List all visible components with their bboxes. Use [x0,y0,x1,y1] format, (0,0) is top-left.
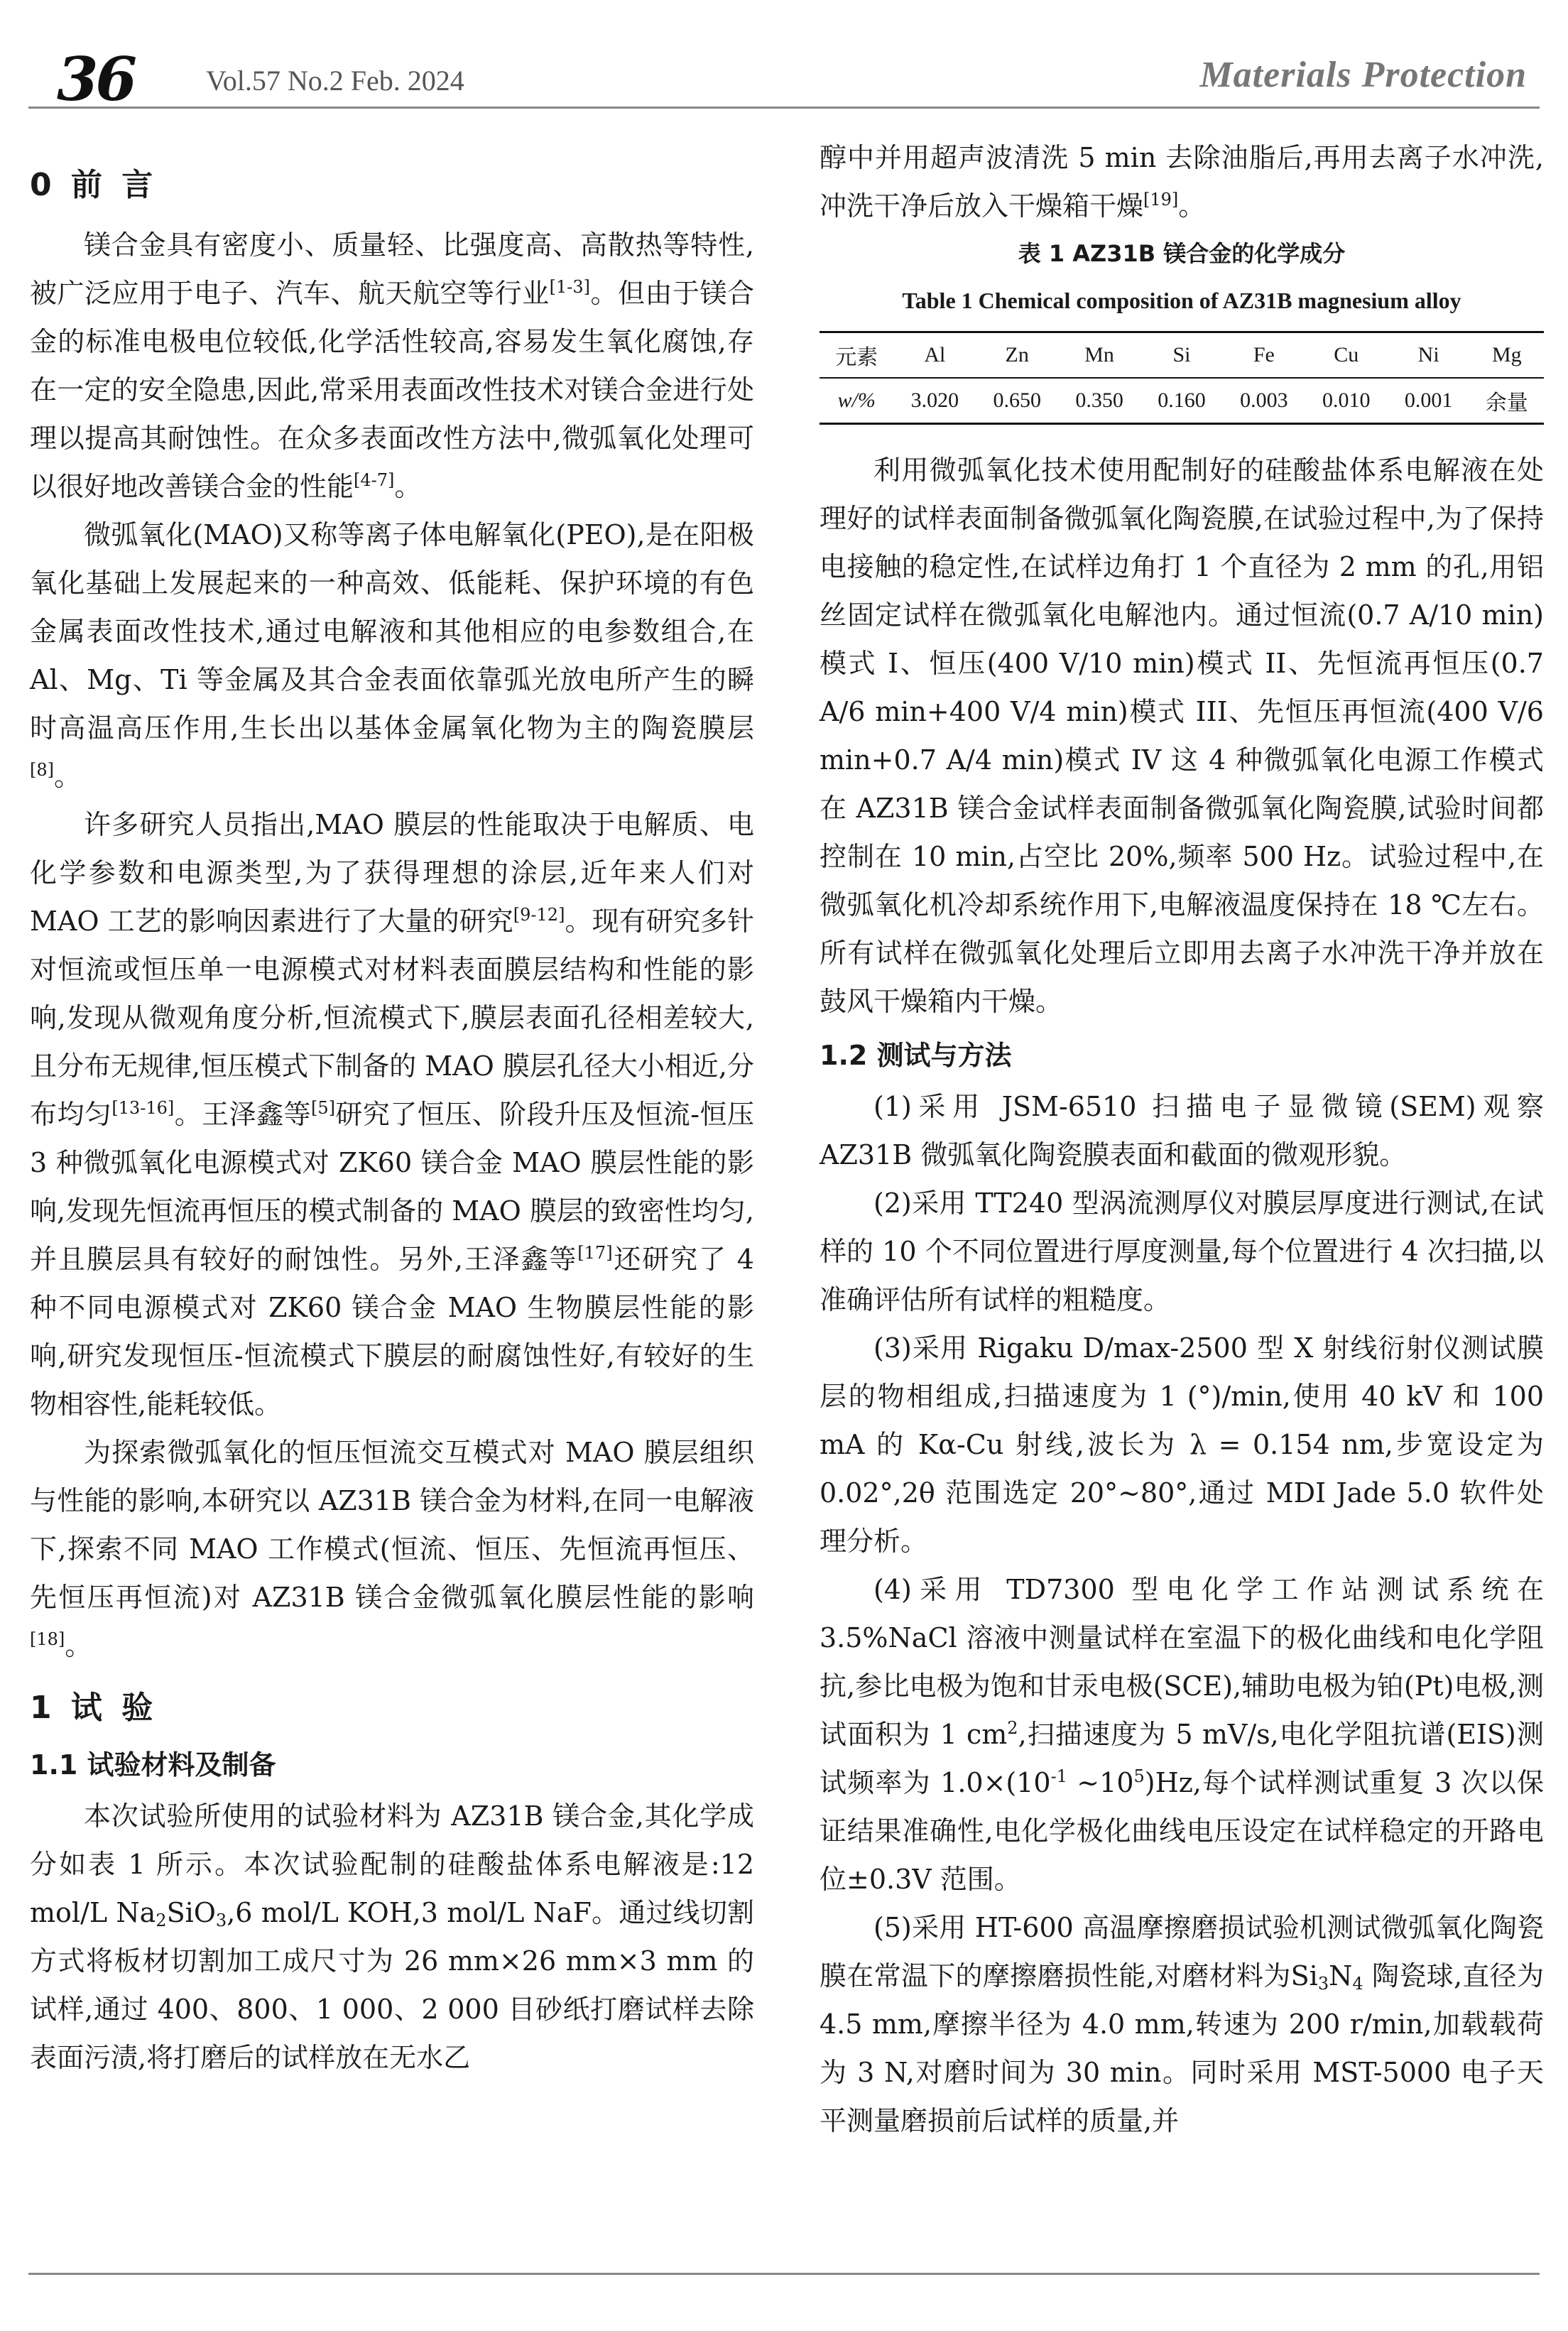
citation: [19] [1143,190,1179,210]
composition-table [820,331,1544,425]
table-row: w/% 3.020 0.650 0.350 0.160 0.003 0.010 0.001 余量 [820,378,1544,424]
paragraph-5: 本次试验所使用的试验材料为 AZ31B 镁合金,其化学成分如表 1 所示。本次试验配制的硅酸盐体系电解液是:12 mol/L $Na_2SiO_3,6$ mol/L KOH,3 mol/L NaF。通过线切割方式将板材切割加工成尺寸为 26 mm×26 mm×3 mm 的试样,通过 400、800、1 000、2 000 目砂纸打磨试样去除表面污渍,将打磨后的试样放在无水乙 [30,1800,754,2073]
section-1-1-title: 1.1 试验材料及制备 [30,1749,276,1781]
section-1-title: 1 试 验 [30,1690,158,1726]
table-caption-cn: 表 1 AZ31B 镁合金的化学成分 [1018,240,1346,267]
citation: [1-3] [549,277,590,297]
test-item-1: (1)采用 JSM-6510 扫描电子显微镜(SEM)观察 AZ31B 微弧氧化陶瓷膜表面和截面的微观形貌。 [820,1091,1544,1170]
issue-info: Vol.57 No.2 Feb. 2024 [206,65,464,97]
table-header-row: 元素 Al Zn Mn Si Fe Cu Ni Mg [820,332,1544,379]
header-rule [28,107,1540,109]
footer-rule [28,2273,1540,2275]
paragraph-2: 微弧氧化(MAO)又称等离子体电解氧化(PEO),是在阳极氧化基础上发展起来的一种高效、低能耗、保护环境的有色金属表面改性技术,通过电解液和其他相应的电参数组合,在 Al、Mg、Ti 等金属及其合金表面依靠弧光放电所产生的瞬时高温高压作用,生长出以基体金属氧化物为主的陶瓷膜层[8]。 [30,519,754,792]
page-number: 36 [57,44,134,114]
left-column [30,131,754,2082]
paragraph-continued: 醇中并用超声波清洗 5 min 去除油脂后,再用去离子水冲洗,冲洗干净后放入干燥箱干燥[19]。 [820,142,1544,222]
paragraph-6: 利用微弧氧化技术使用配制好的硅酸盐体系电解液在处理好的试样表面制备微弧氧化陶瓷膜,在试验过程中,为了保持电接触的稳定性,在试样边角打 1 个直径为 2 mm 的孔,用铝丝固定试样在微弧氧化电解池内。通过恒流(0.7 A/10 min)模式 I、恒压(400 V/10 min)模式 II、先恒流再恒压(0.7 A/6 min+400 V/4 min)模式 III、先恒压再恒流(400 V/6 min+0.7 A/4 min)模式 IV 这 4 种微弧氧化电源工作模式在 AZ31B 镁合金试样表面制备微弧氧化陶瓷膜,试验时间都控制在 10 min,占空比 20%,频率 500 Hz。试验过程中,在微弧氧化机冷却系统作用下,电解液温度保持在 18 ℃左右。所有试样在微弧氧化处理后立即用去离子水冲洗干净并放在鼓风干燥箱内干燥。 [820,455,1544,1017]
test-item-2: (2)采用 TT240 型涡流测厚仪对膜层厚度进行测试,在试样的 10 个不同位置进行厚度测量,每个位置进行 4 次扫描,以准确评估所有试样的粗糙度。 [820,1188,1544,1315]
citation: [13-16] [111,1098,175,1118]
page-header [28,28,1541,114]
test-item-3: (3)采用 Rigaku D/max-2500 型 X 射线衍射仪测试膜层的物相组成,扫描速度为 1 (°)/min,使用 40 kV 和 100 mA 的 Kα-Cu 射线,波长为 λ = 0.154 nm,步宽设定为 0.02°,2θ 范围选定 20°~80°,通过 MDI Jade 5.0 软件处理分析。 [820,1332,1544,1557]
citation: [18] [30,1629,65,1649]
section-1-2-title: 1.2 测试与方法 [820,1040,1012,1071]
paragraph-1: 镁合金具有密度小、质量轻、比强度高、高散热等特性,被广泛应用于电子、汽车、航天航空等行业[1-3]。但由于镁合金的标准电极电位较低,化学活性较高,容易发生氧化腐蚀,存在一定的安全隐患,因此,常采用表面改性技术对镁合金进行处理以提高其耐蚀性。在众多表面改性方法中,微弧氧化处理可以很好地改善镁合金的性能[4-7]。 [30,229,754,502]
test-item-4: (4)采用 TD7300 型电化学工作站测试系统在 3.5%NaCl 溶液中测量试样在室温下的极化曲线和电化学阻抗,参比电极为饱和甘汞电极(SCE),辅助电极为铂(Pt)电极,测试面积为 1 $cm^2$,扫描速度为 5 mV/s,电化学阻抗谱(EIS)测试频率为 $1.0\times(10^{-1}$ $\sim 10^5)Hz$,每个试样测试重复 3 次以保证结果准确性,电化学极化曲线电压设定在试样稳定的开路电位±0.3V 范围。 [820,1574,1545,1895]
test-item-5: (5)采用 HT-600 高温摩擦磨损试验机测试微弧氧化陶瓷膜在常温下的摩擦磨损性能,对磨材料为$Si_3N_4$ 陶瓷球,直径为 4.5 mm,摩擦半径为 4.0 mm,转速为 200 r/min,加载载荷为 3 N,对磨时间为 30 min。同时采用 MST-5000 电子天平测量磨损前后试样的质量,并 [820,1912,1544,2136]
citation: [17] [577,1243,613,1263]
citation: [9-12] [513,905,565,925]
citation: [4-7] [354,470,395,490]
paragraph-3: 许多研究人员指出,MAO 膜层的性能取决于电解质、电化学参数和电源类型,为了获得理想的涂层,近年来人们对 MAO 工艺的影响因素进行了大量的研究[9-12]。现有研究多针对恒流或恒压单一电源模式对材料表面膜层结构和性能的影响,发现从微观角度分析,恒流模式下,膜层表面孔径相差较大,且分布无规律,恒压模式下制备的 MAO 膜层孔径大小相近,分布均匀[13-16]。王泽鑫等[5]研究了恒压、阶段升压及恒流-恒压 3 种微弧氧化电源模式对 ZK60 镁合金 MAO 膜层性能的影响,发现先恒流再恒压的模式制备的 MAO 膜层的致密性均匀,并且膜层具有较好的耐蚀性。另外,王泽鑫等[17]还研究了 4 种不同电源模式对 ZK60 镁合金 MAO 生物膜层性能的影响,研究发现恒压-恒流模式下膜层的耐腐蚀性好,有较好的生物相容性,能耗较低。 [30,809,754,1420]
citation: [5] [310,1098,335,1118]
section-0-title: 0 前 言 [30,167,158,203]
journal-name: Materials Protection [1199,55,1527,95]
right-column [820,134,1544,2145]
citation: [8] [30,760,54,780]
table-caption-en: Table 1 Chemical composition of AZ31B magnesium alloy [902,288,1461,313]
paragraph-4: 为探索微弧氧化的恒压恒流交互模式对 MAO 膜层组织与性能的影响,本研究以 AZ31B 镁合金为材料,在同一电解液下,探索不同 MAO 工作模式(恒流、恒压、先恒流再恒压、先恒压再恒流)对 AZ31B 镁合金微弧氧化膜层性能的影响[18]。 [30,1437,754,1661]
